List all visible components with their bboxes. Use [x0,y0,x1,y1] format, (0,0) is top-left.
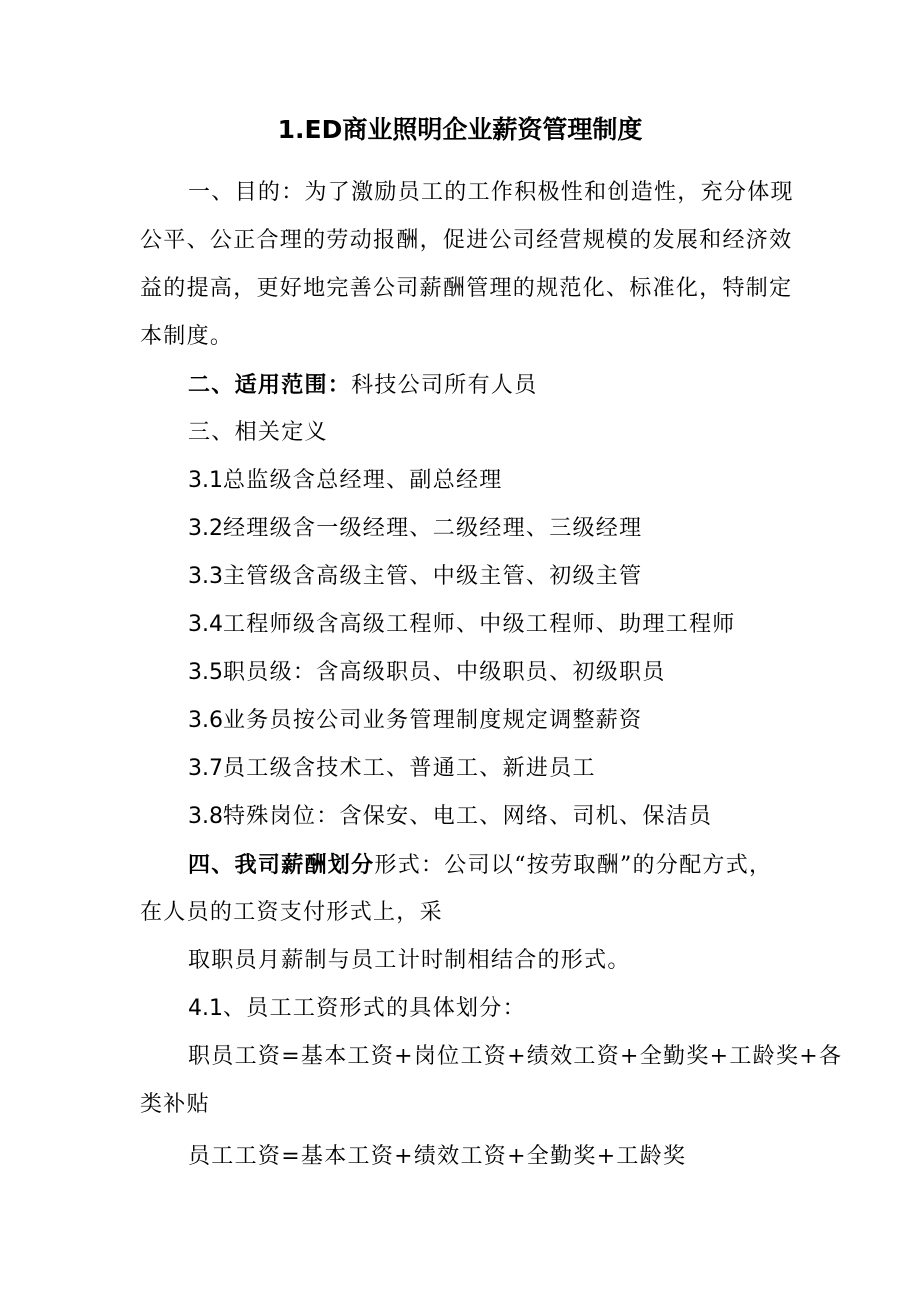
staff-salary-formula-line-1: 职员工资=基本工资+岗位工资+绩效工资+全勤奖+工龄奖+各 [188,1044,843,1069]
purpose-line-1: 一、目的：为了激励员工的工作积极性和创造性，充分体现 [188,180,794,205]
scope-heading: 二、适用范围： [188,372,352,398]
definitions-heading: 三、相关定义 [188,420,328,445]
division-heading: 四、我司薪酬划分 [188,852,375,878]
section-text: 、员工工资形式的具体划分： [223,996,526,1021]
definition-number: 3.3 [188,564,223,589]
worker-salary-formula: 员工工资=基本工资+绩效工资+全勤奖+工龄奖 [188,1144,687,1169]
definition-number: 3.7 [188,756,223,781]
definition-number: 3.2 [188,516,223,541]
purpose-line-3: 益的提高，更好地完善公司薪酬管理的规范化、标准化，特制定 [140,276,793,301]
definition-number: 3.5 [188,660,223,685]
definition-item [188,705,642,737]
definition-text: 职员级：含高级职员、中级职员、初级职员 [223,660,666,685]
definition-text: 特殊岗位：含保安、电工、网络、司机、保洁员 [223,804,713,829]
purpose-line-2: 公平、公正合理的劳动报酬，促进公司经营规模的发展和经济效 [140,228,793,253]
definition-item [188,609,736,641]
definition-text: 工程师级含高级工程师、中级工程师、助理工程师 [223,612,736,637]
definition-number: 3.4 [188,612,223,637]
definition-text: 总监级含总经理、副总经理 [223,468,503,493]
division-line-2: 在人员的工资支付形式上，采 [140,900,443,925]
definition-item [188,801,712,833]
definition-text: 员工级含技术工、普通工、新进员工 [223,756,596,781]
section-4-1-heading [188,993,526,1025]
scope-text: 科技公司所有人员 [351,373,538,398]
definition-item [188,513,642,545]
definition-text: 经理级含一级经理、二级经理、三级经理 [223,516,643,541]
definition-number: 3.8 [188,804,223,829]
division-text: 形式：公司以“按劳取酬”的分配方式， [374,853,773,878]
definition-item [188,753,596,785]
definition-item [188,657,666,689]
division-line-1 [188,849,772,882]
definition-item [188,465,503,497]
definition-text: 主管级含高级主管、中级主管、初级主管 [223,564,643,589]
definition-item [188,561,642,593]
definition-text: 业务员按公司业务管理制度规定调整薪资 [223,708,643,733]
definition-number: 3.1 [188,468,223,493]
definition-number: 3.6 [188,708,223,733]
division-line-3: 取职员月薪制与员工计时制相结合的形式。 [188,948,631,973]
staff-salary-formula-line-2: 类补贴 [140,1092,210,1117]
purpose-line-4: 本制度。 [140,324,234,349]
document-title: 1.ED商业照明企业薪资管理制度 [277,115,643,144]
scope-paragraph [188,369,538,402]
section-number: 4.1 [188,996,223,1021]
